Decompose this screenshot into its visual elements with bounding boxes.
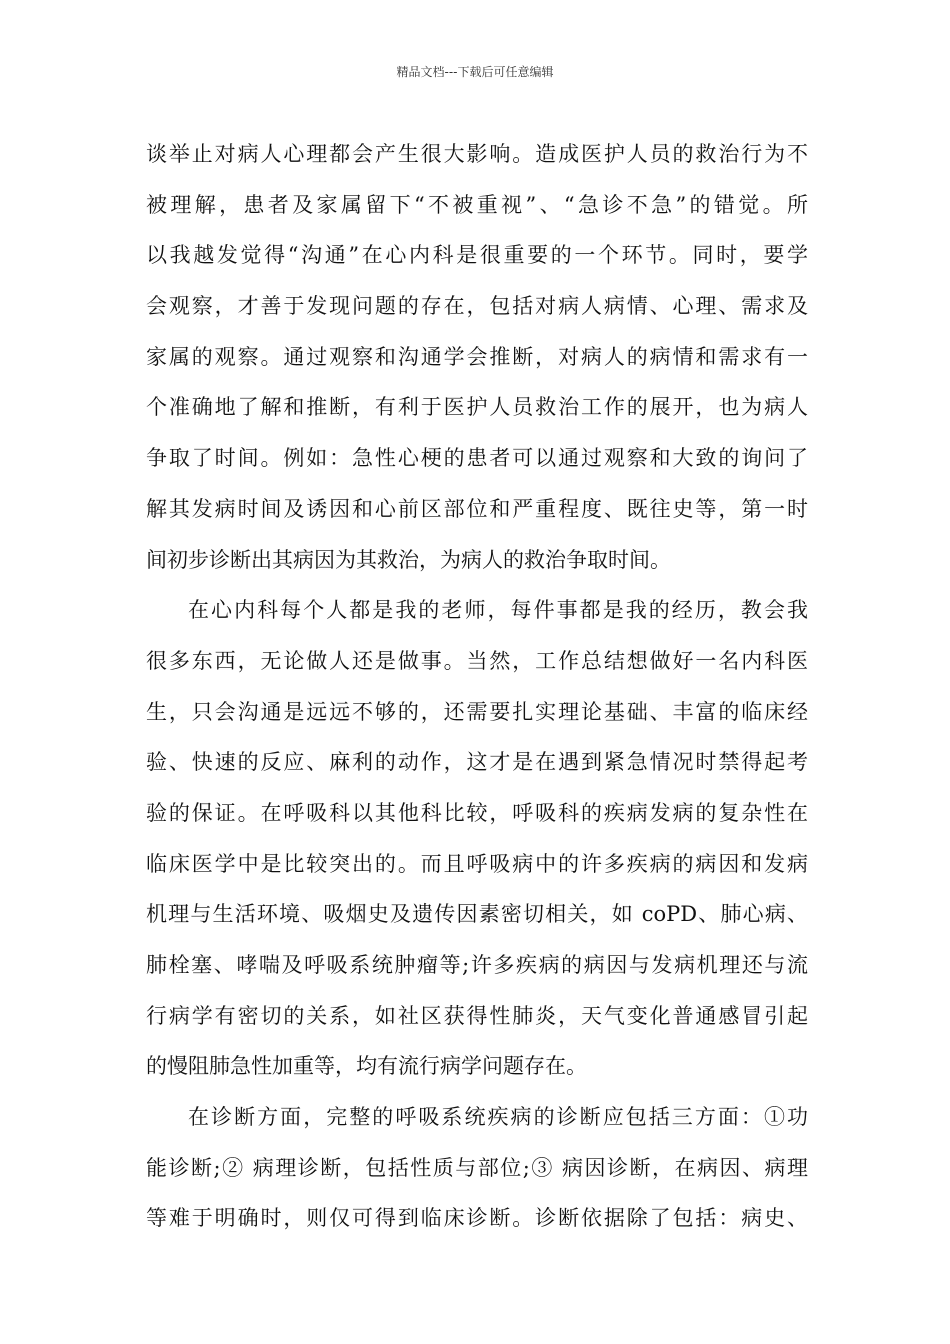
body-text bbox=[146, 129, 808, 1244]
text-line: 肺栓塞、哮喘及呼吸系统肿瘤等;许多疾病的病因与发病机理还与流 bbox=[146, 953, 808, 977]
text-line: 解其发病时间及诱因和心前区部位和严重程度、既往史等，第一时 bbox=[146, 496, 808, 521]
text-line: 机理与生活环境、吸烟史及遗传因素密切相关，如 coPD、肺心病、 bbox=[146, 902, 808, 927]
text-line: 的慢阻肺急性加重等，均有流行病学问题存在。 bbox=[146, 1054, 587, 1079]
text-line: 能诊断;② 病理诊断，包括性质与部位;③ 病因诊断，在病因、病理 bbox=[146, 1155, 808, 1180]
paragraph-first-line: 在心内科每个人都是我的老师，每件事都是我的经历，教会我 bbox=[188, 598, 808, 623]
text-line: 被理解，患者及家属留下“不被重视”、“急诊不急”的错觉。所 bbox=[146, 192, 808, 217]
page-header: 精品文档---下载后可任意编辑 bbox=[396, 65, 554, 79]
text-line: 争取了时间。例如：急性心梗的患者可以通过观察和大致的询问了 bbox=[146, 446, 808, 471]
text-line: 个准确地了解和推断，有利于医护人员救治工作的展开，也为病人 bbox=[146, 395, 808, 420]
paragraph-first-line: 在诊断方面，完整的呼吸系统疾病的诊断应包括三方面：①功 bbox=[188, 1105, 808, 1130]
text-line: 临床医学中是比较突出的。而且呼吸病中的许多疾病的病因和发病 bbox=[146, 851, 808, 876]
text-line: 验的保证。在呼吸科以其他科比较，呼吸科的疾病发病的复杂性在 bbox=[146, 800, 808, 825]
text-line: 验、快速的反应、麻利的动作，这才是在遇到紧急情况时禁得起考 bbox=[146, 750, 808, 775]
text-line: 很多东西，无论做人还是做事。当然，工作总结想做好一名内科医 bbox=[146, 648, 808, 673]
text-line: 生，只会沟通是远远不够的，还需要扎实理论基础、丰富的临床经 bbox=[146, 699, 808, 724]
text-line: 以我越发觉得“沟通”在心内科是很重要的一个环节。同时，要学 bbox=[146, 243, 808, 268]
text-line: 谈举止对病人心理都会产生很大影响。造成医护人员的救治行为不 bbox=[146, 142, 808, 166]
text-line: 会观察，才善于发现问题的存在，包括对病人病情、心理、需求及 bbox=[146, 294, 808, 319]
text-line: 等难于明确时，则仅可得到临床诊断。诊断依据除了包括：病史、 bbox=[146, 1206, 808, 1231]
text-line: 行病学有密切的关系，如社区获得性肺炎，天气变化普通感冒引起 bbox=[146, 1003, 808, 1028]
text-line: 家属的观察。通过观察和沟通学会推断，对病人的病情和需求有一 bbox=[146, 344, 808, 369]
text-line: 间初步诊断出其病因为其救治，为病人的救治争取时间。 bbox=[146, 547, 671, 572]
